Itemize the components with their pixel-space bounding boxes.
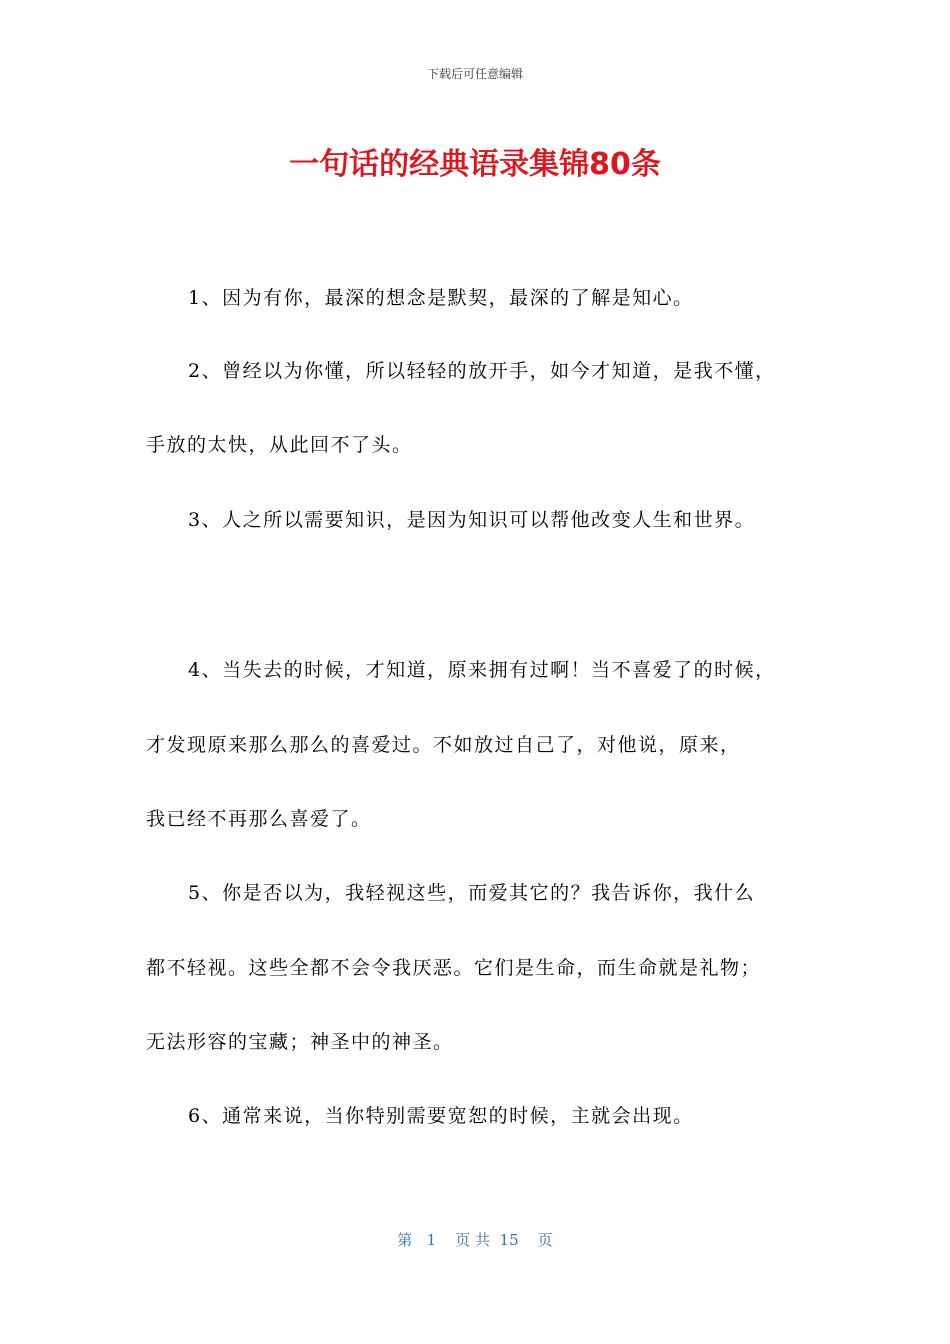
paragraph-2-line-2: 手放的太快，从此回不了头。 [146, 434, 413, 456]
page-number-footer: 第 1 页 共 15 页 [397, 1231, 553, 1249]
paragraph-4-line-1: 4、当失去的时候，才知道，原来拥有过啊！当不喜爱了的时候， [188, 659, 776, 681]
paragraph-5-line-2: 都不轻视。这些全都不会令我厌恶。它们是生命，而生命就是礼物； [146, 957, 762, 979]
paragraph-4-line-3: 我已经不再那么喜爱了。 [146, 808, 372, 830]
paragraph-4-line-2: 才发现原来那么那么的喜爱过。不如放过自己了，对他说，原来， [146, 734, 741, 756]
paragraph-2-line-1: 2、曾经以为你懂，所以轻轻的放开手，如今才知道，是我不懂， [188, 360, 776, 382]
paragraph-3-line-1: 3、人之所以需要知识，是因为知识可以帮他改变人生和世界。 [188, 509, 756, 531]
paragraph-5-line-3: 无法形容的宝藏；神圣中的神圣。 [146, 1031, 454, 1053]
paragraph-1-line-1: 1、因为有你，最深的想念是默契，最深的了解是知心。 [188, 287, 694, 309]
document-title: 一句话的经典语录集锦80条 [289, 147, 661, 182]
paragraph-6-line-1: 6、通常来说，当你特别需要宽恕的时候，主就会出现。 [188, 1105, 694, 1127]
paragraph-5-line-1: 5、你是否以为，我轻视这些，而爱其它的？我告诉你，我什么 [188, 882, 756, 904]
page-header-note: 下载后可任意编辑 [426, 67, 523, 81]
